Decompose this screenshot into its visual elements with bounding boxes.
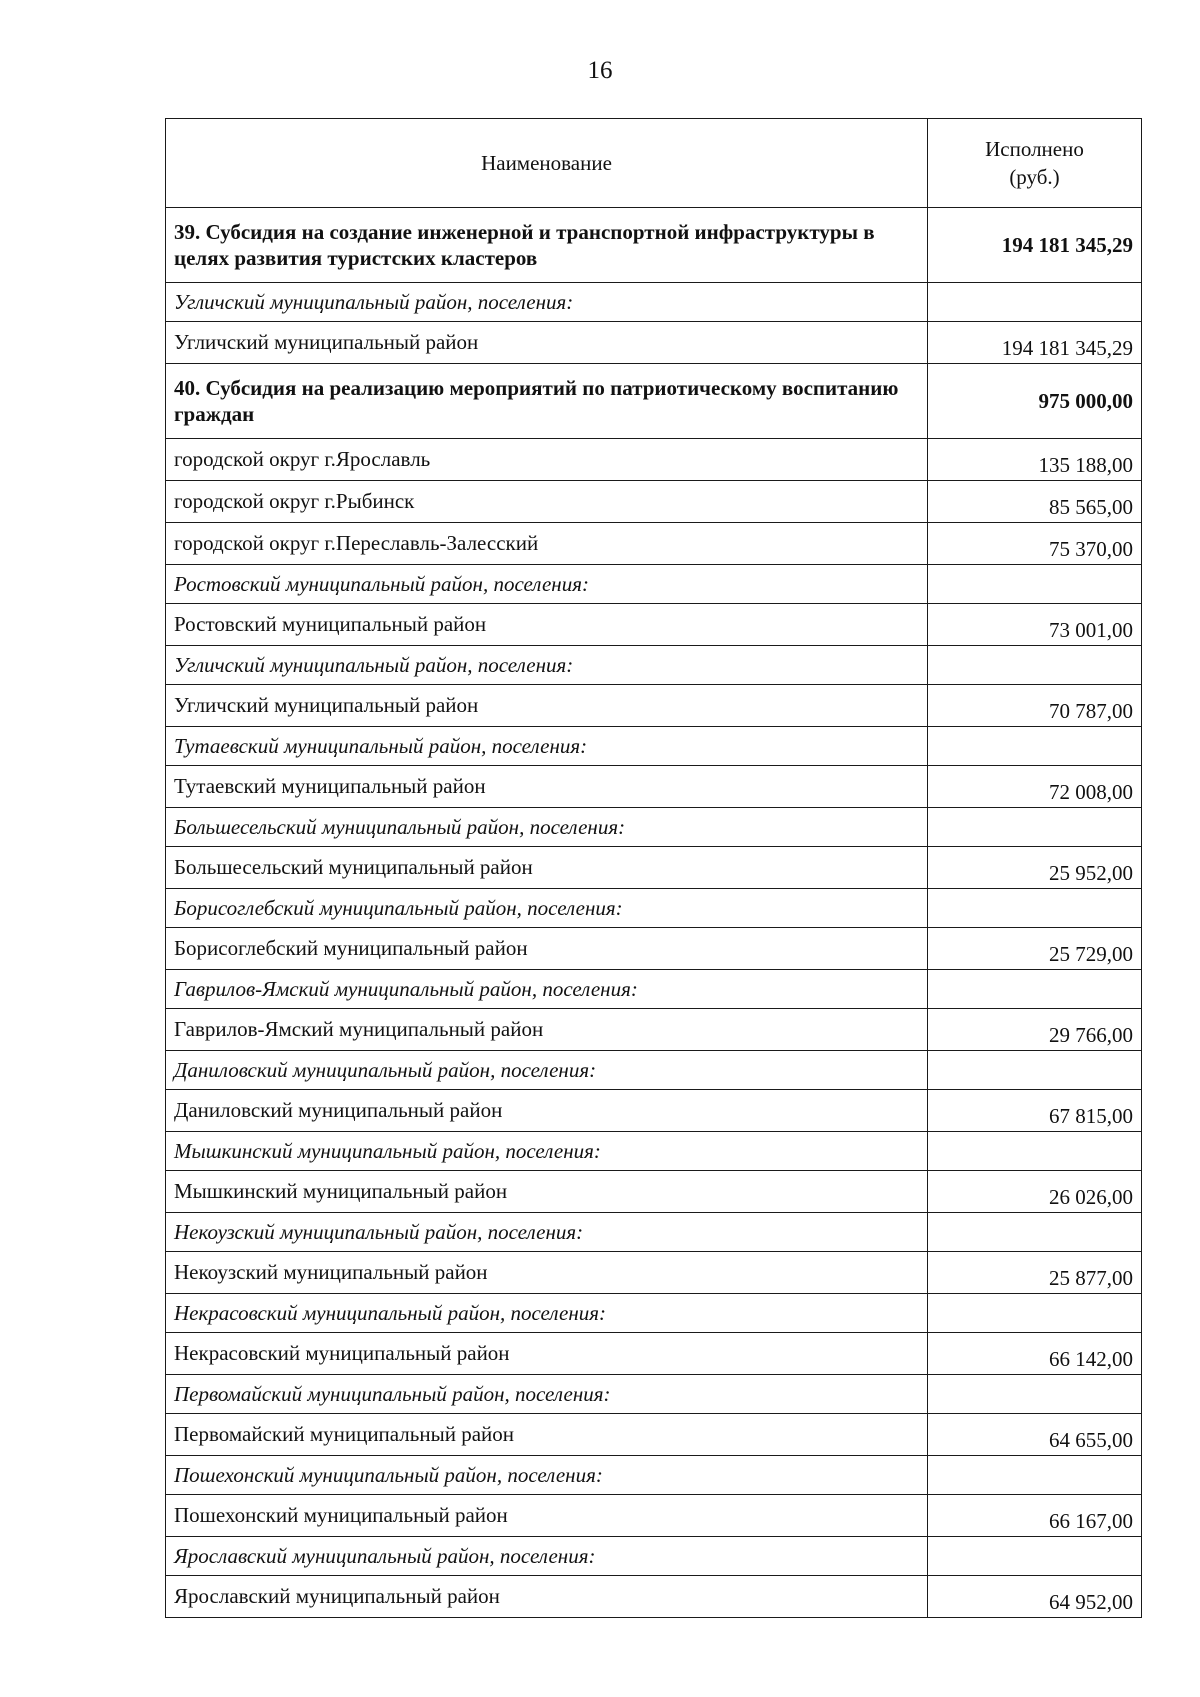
row-value: 25 729,00: [928, 928, 1142, 970]
group-title: Борисоглебский муниципальный район, поселения:: [166, 889, 928, 928]
table-header-row: [166, 119, 1142, 208]
row-value: [928, 565, 1142, 604]
row-value: [928, 646, 1142, 685]
group-title: Гаврилов-Ямский муниципальный район, поселения:: [166, 970, 928, 1009]
row-name: Некоузский муниципальный район: [166, 1252, 928, 1294]
section-title: 40. Субсидия на реализацию мероприятий по патриотическому воспитанию граждан: [166, 364, 928, 439]
table-row: [166, 928, 1142, 970]
group-heading-row: [166, 283, 1142, 322]
row-value: [928, 1213, 1142, 1252]
row-value: 72 008,00: [928, 766, 1142, 808]
group-title: Пошехонский муниципальный район, поселения:: [166, 1456, 928, 1495]
row-name: Пошехонский муниципальный район: [166, 1495, 928, 1537]
row-value: [928, 808, 1142, 847]
table-row: [166, 1171, 1142, 1213]
row-name: Некрасовский муниципальный район: [166, 1333, 928, 1375]
row-value: [928, 727, 1142, 766]
group-heading-row: [166, 565, 1142, 604]
row-name: Угличский муниципальный район: [166, 685, 928, 727]
group-heading-row: [166, 727, 1142, 766]
group-heading-row: [166, 1294, 1142, 1333]
row-value: 85 565,00: [928, 481, 1142, 523]
group-title: Тутаевский муниципальный район, поселения:: [166, 727, 928, 766]
row-value: [928, 283, 1142, 322]
row-value: 26 026,00: [928, 1171, 1142, 1213]
row-name: городской округ г.Ярославль: [166, 439, 928, 481]
group-heading-row: [166, 1213, 1142, 1252]
table-row: [166, 847, 1142, 889]
row-value: [928, 1456, 1142, 1495]
table-row: [166, 1414, 1142, 1456]
row-value: [928, 1051, 1142, 1090]
row-name: Первомайский муниципальный район: [166, 1414, 928, 1456]
row-name: Гаврилов-Ямский муниципальный район: [166, 1009, 928, 1051]
group-heading-row: [166, 1051, 1142, 1090]
table-row: [166, 481, 1142, 523]
group-title: Первомайский муниципальный район, поселения:: [166, 1375, 928, 1414]
section-total: 975 000,00: [928, 364, 1142, 439]
row-name: Тутаевский муниципальный район: [166, 766, 928, 808]
group-title: Угличский муниципальный район, поселения:: [166, 646, 928, 685]
table-row: [166, 1333, 1142, 1375]
table-row: [166, 766, 1142, 808]
row-value: 67 815,00: [928, 1090, 1142, 1132]
group-heading-row: [166, 808, 1142, 847]
row-value: 66 142,00: [928, 1333, 1142, 1375]
column-header-executed: [928, 119, 1142, 208]
group-title: Мышкинский муниципальный район, поселения:: [166, 1132, 928, 1171]
column-header-executed-line2: (руб.): [1009, 165, 1060, 189]
table-body: [166, 208, 1142, 1618]
section-title: 39. Субсидия на создание инженерной и транспортной инфраструктуры в целях развития туристских кластеров: [166, 208, 928, 283]
group-heading-row: [166, 1375, 1142, 1414]
row-name: Ярославский муниципальный район: [166, 1576, 928, 1618]
group-heading-row: [166, 970, 1142, 1009]
row-value: 64 952,00: [928, 1576, 1142, 1618]
row-value: [928, 970, 1142, 1009]
table-row: [166, 685, 1142, 727]
row-value: [928, 1375, 1142, 1414]
group-title: Ростовский муниципальный район, поселения:: [166, 565, 928, 604]
group-heading-row: [166, 889, 1142, 928]
group-heading-row: [166, 1456, 1142, 1495]
row-name: Угличский муниципальный район: [166, 322, 928, 364]
table-row: [166, 1576, 1142, 1618]
table-row: [166, 1252, 1142, 1294]
row-name: Борисоглебский муниципальный район: [166, 928, 928, 970]
table-row: [166, 523, 1142, 565]
section-row: [166, 364, 1142, 439]
page-number: 16: [587, 57, 613, 84]
row-value: [928, 1537, 1142, 1576]
row-value: 64 655,00: [928, 1414, 1142, 1456]
group-title: Ярославский муниципальный район, поселения:: [166, 1537, 928, 1576]
group-heading-row: [166, 646, 1142, 685]
table-row: [166, 1495, 1142, 1537]
group-title: Некоузский муниципальный район, поселения:: [166, 1213, 928, 1252]
row-value: 135 188,00: [928, 439, 1142, 481]
section-row: [166, 208, 1142, 283]
row-name: Большесельский муниципальный район: [166, 847, 928, 889]
row-name: Ростовский муниципальный район: [166, 604, 928, 646]
table-row: [166, 1090, 1142, 1132]
table-row: [166, 322, 1142, 364]
execution-table: [165, 118, 1142, 1618]
row-value: 73 001,00: [928, 604, 1142, 646]
column-header-executed-line1: Исполнено: [985, 137, 1084, 161]
column-header-name: Наименование: [166, 119, 928, 208]
section-total: 194 181 345,29: [928, 208, 1142, 283]
row-value: [928, 1294, 1142, 1333]
group-title: Даниловский муниципальный район, поселения:: [166, 1051, 928, 1090]
table-row: [166, 604, 1142, 646]
table-row: [166, 1009, 1142, 1051]
row-value: 194 181 345,29: [928, 322, 1142, 364]
row-value: 66 167,00: [928, 1495, 1142, 1537]
row-name: городской округ г.Рыбинск: [166, 481, 928, 523]
row-value: [928, 1132, 1142, 1171]
row-name: Мышкинский муниципальный район: [166, 1171, 928, 1213]
group-title: Угличский муниципальный район, поселения:: [166, 283, 928, 322]
row-value: 25 877,00: [928, 1252, 1142, 1294]
group-heading-row: [166, 1132, 1142, 1171]
row-value: 70 787,00: [928, 685, 1142, 727]
row-value: [928, 889, 1142, 928]
row-value: 29 766,00: [928, 1009, 1142, 1051]
row-value: 25 952,00: [928, 847, 1142, 889]
row-name: Даниловский муниципальный район: [166, 1090, 928, 1132]
table-row: [166, 439, 1142, 481]
group-title: Некрасовский муниципальный район, поселения:: [166, 1294, 928, 1333]
row-name: городской округ г.Переславль-Залесский: [166, 523, 928, 565]
group-title: Большесельский муниципальный район, поселения:: [166, 808, 928, 847]
row-value: 75 370,00: [928, 523, 1142, 565]
group-heading-row: [166, 1537, 1142, 1576]
